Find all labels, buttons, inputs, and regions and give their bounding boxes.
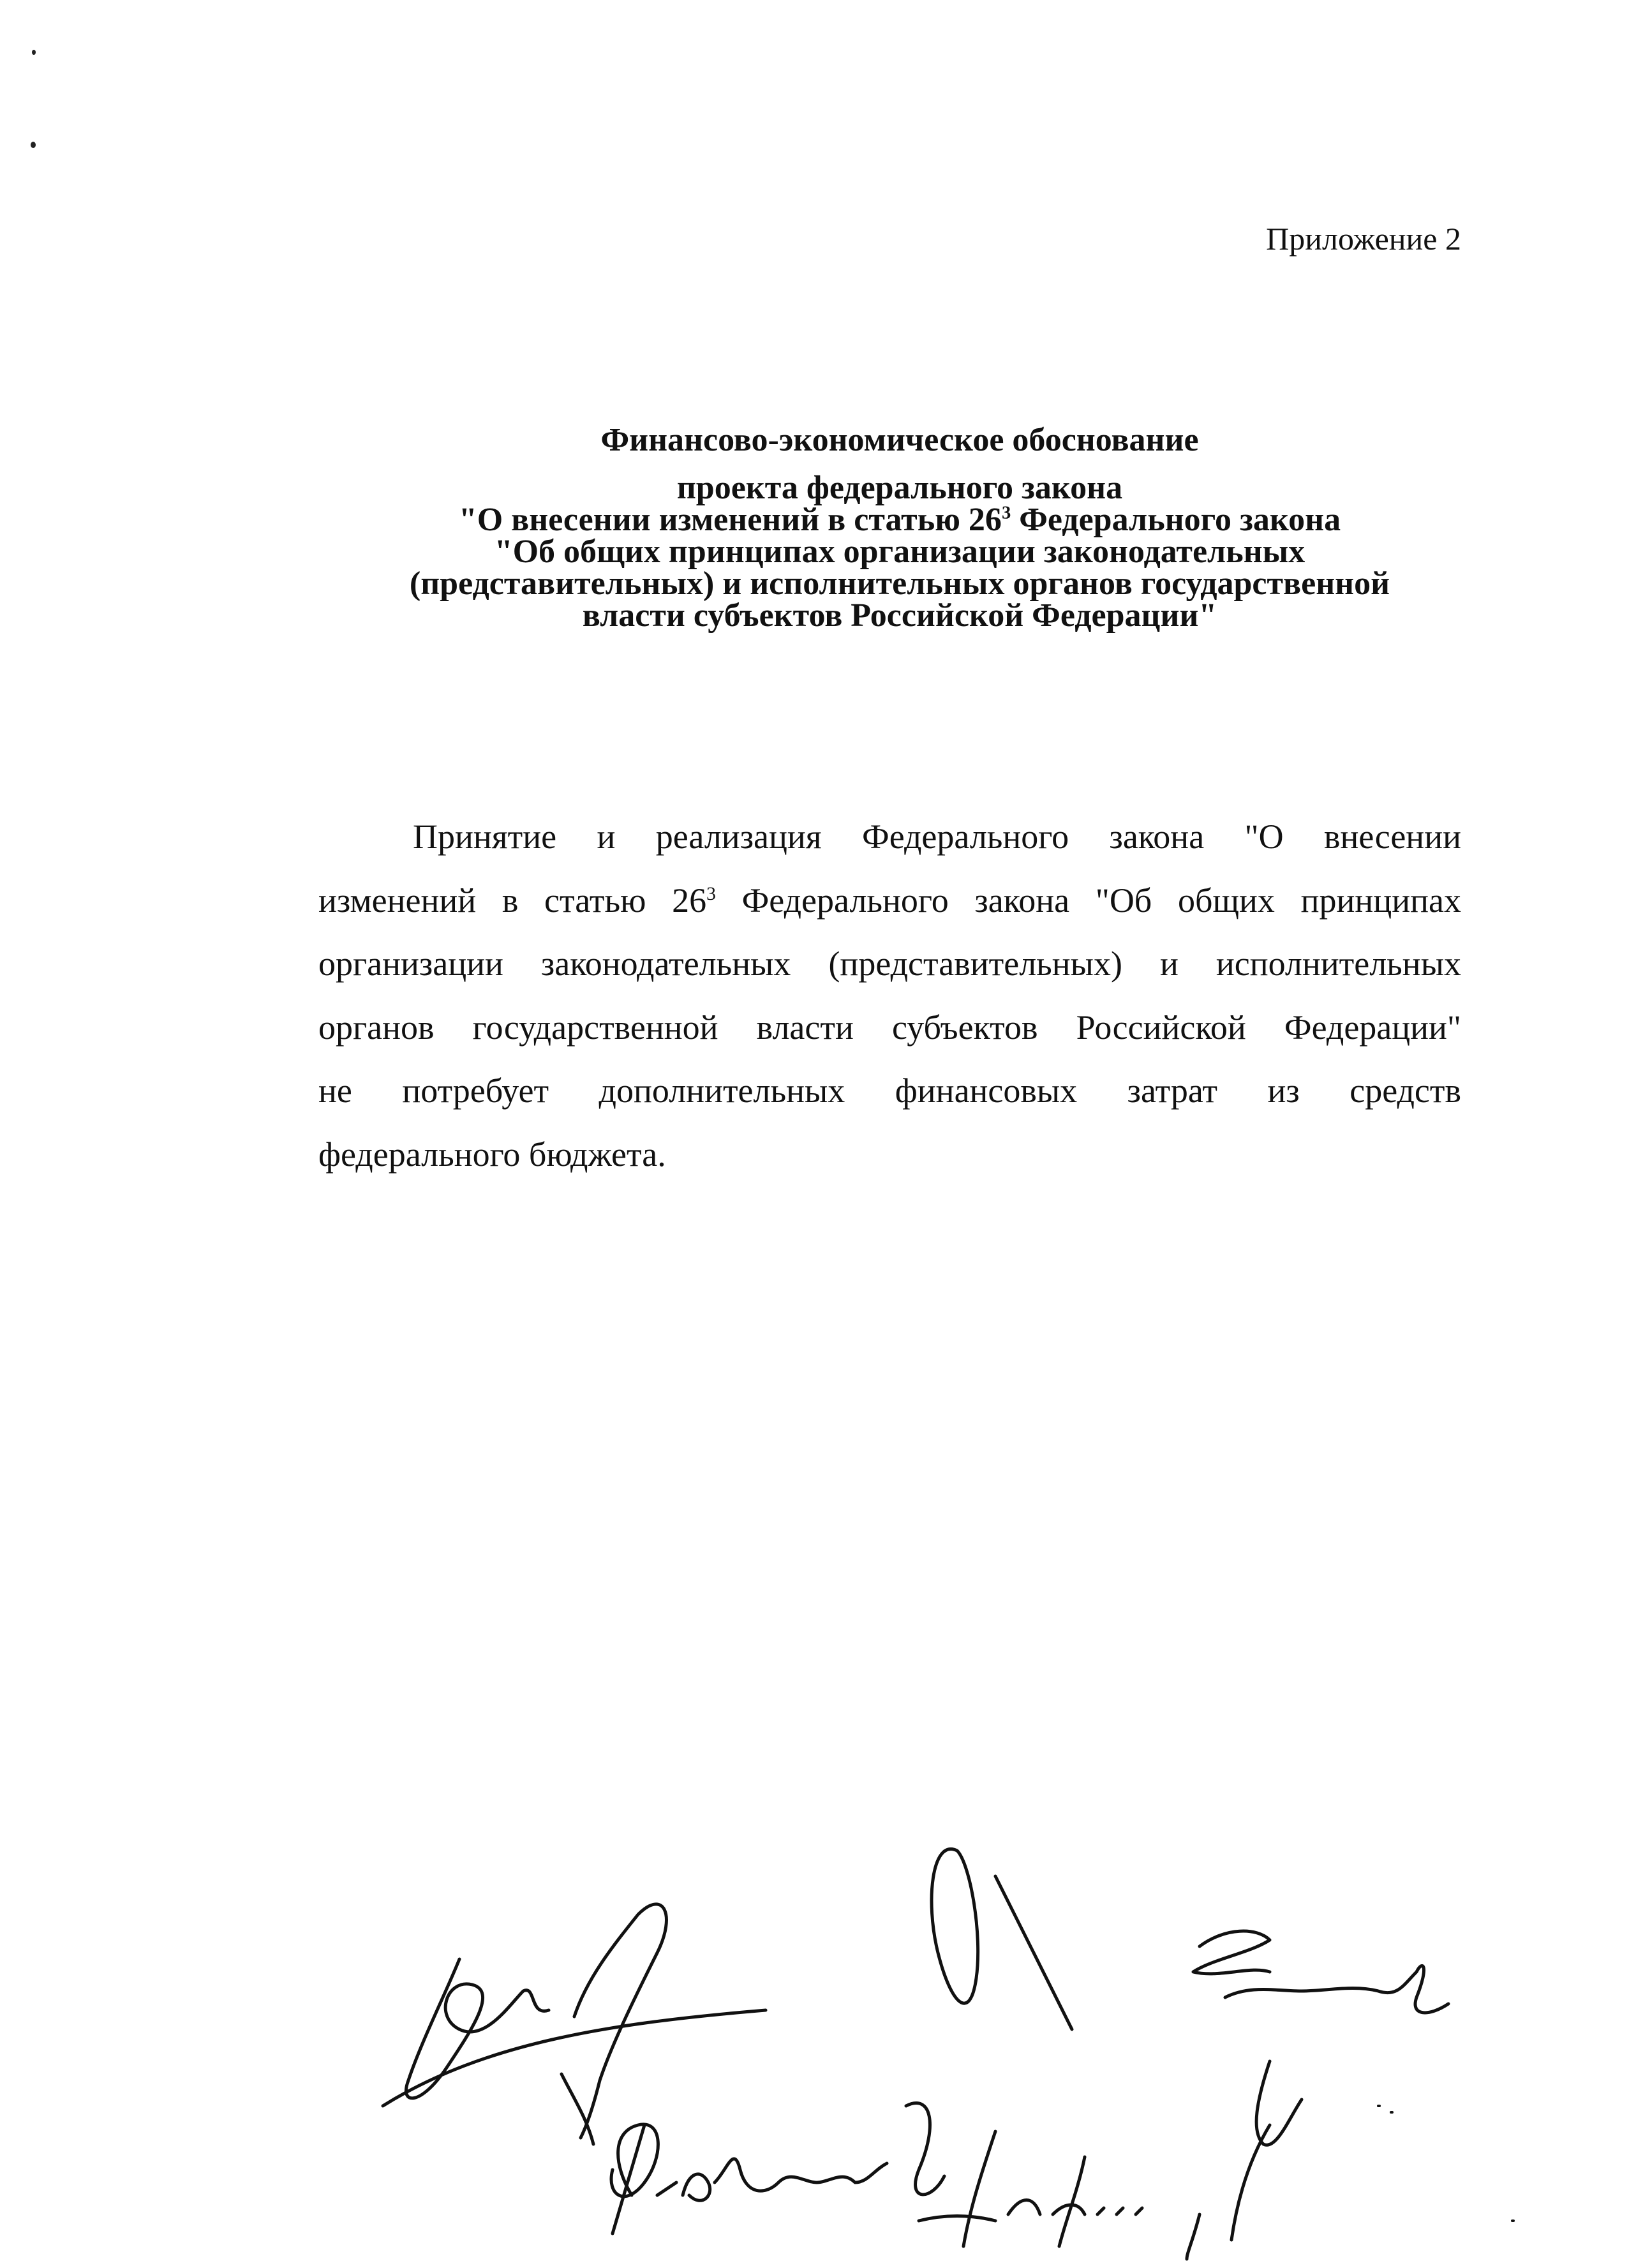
title-line: "Об общих принципах организации законодательных	[494, 533, 1305, 570]
body-text: изменений в статью 26	[318, 881, 707, 920]
signature-4	[1187, 1931, 1448, 2259]
body-line: Принятие и реализация Федерального закона "О внесении	[413, 817, 1461, 856]
title-text: "О внесении изменений в статью 26	[458, 502, 1002, 538]
title-line: (представительных) и исполнительных органов государственной	[409, 565, 1390, 602]
body-line: не потребует дополнительных финансовых затрат из средств	[318, 1071, 1461, 1110]
signature-2	[611, 2103, 995, 2246]
signature-3	[919, 1849, 1142, 2246]
title-line: Финансово-экономическое обоснование	[600, 422, 1199, 458]
body-line: организации законодательных (представительных) и исполнительных	[318, 944, 1461, 983]
title-line: власти субъектов Российской Федерации"	[582, 597, 1217, 634]
appendix-label: Приложение 2	[1266, 221, 1461, 257]
body-text: Федерального закона "Об общих принципах	[715, 881, 1461, 920]
body-line: федерального бюджета.	[318, 1135, 666, 1174]
superscript: 3	[1001, 503, 1011, 523]
title-line: проекта федерального закона	[676, 470, 1123, 506]
body-line: органов государственной власти субъектов Российской Федерации"	[318, 1008, 1461, 1047]
scan-specks	[1378, 2106, 1513, 2221]
superscript: 3	[706, 883, 716, 904]
signature-1	[383, 1904, 766, 2144]
title-text: Федерального закона	[1011, 502, 1341, 538]
